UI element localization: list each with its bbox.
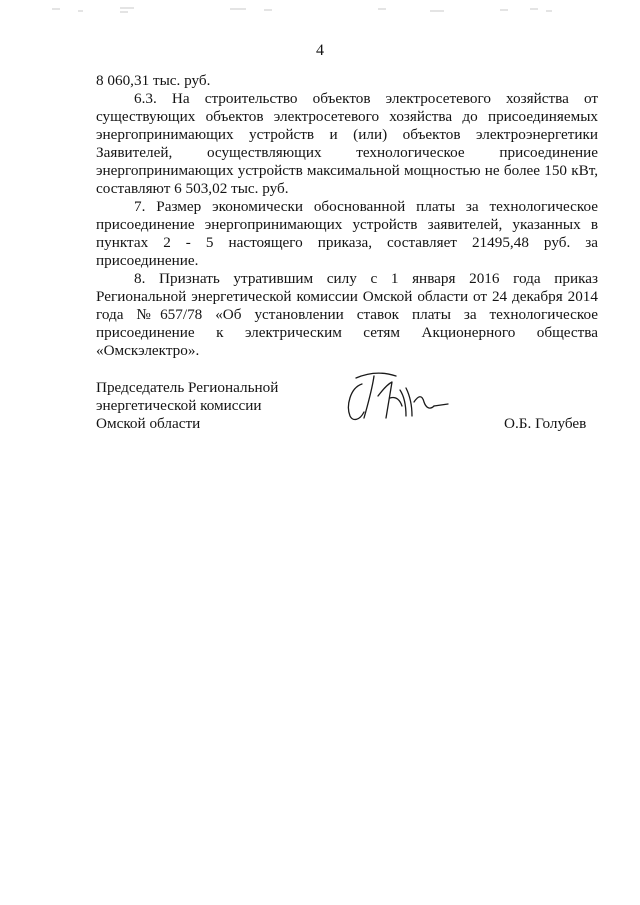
text-line: существующих объектов электросетевого хозяйства до присоединяемых: [96, 108, 598, 125]
text-line: 8 060,31 тыс. руб.: [96, 72, 211, 89]
page-number: 4: [316, 42, 324, 59]
text-line: «Омскэлектро».: [96, 342, 200, 359]
text-line: присоединение.: [96, 252, 199, 269]
text-line: энергопринимающих устройств и (или) объектов электроэнергетики: [96, 126, 598, 143]
scan-artifacts: [0, 6, 640, 14]
signatory-position-line: Омской области: [96, 415, 201, 432]
text-line: присоединение энергопринимающих устройств заявителей, указанных в: [96, 216, 598, 233]
text-line: энергопринимающих устройств максимальной мощностью не более 150 кВт,: [96, 162, 598, 179]
signatory-position-line: Председатель Региональной: [96, 379, 279, 396]
text-line: Региональной энергетической комиссии Омской области от 24 декабря 2014: [96, 288, 598, 305]
text-line: 6.3. На строительство объектов электросетевого хозяйства от: [134, 90, 598, 107]
text-line: года №657/78 «Об установлении ставок платы за технологическое: [96, 306, 598, 323]
text-line: 7. Размер экономически обоснованной платы за технологическое: [134, 198, 598, 215]
text-line: 8. Признать утратившим силу с 1 января 2016 года приказ: [134, 270, 598, 287]
text-line: составляют 6 503,02 тыс. руб.: [96, 180, 289, 197]
text-line: пунктах 2 - 5 настоящего приказа, составляет 21495,48 руб. за: [96, 234, 598, 251]
text-line: присоединение к электрическим сетям Акционерного общества: [96, 324, 598, 341]
signer-name: О.Б. Голубев: [504, 415, 587, 432]
signatory-position-line: энергетической комиссии: [96, 397, 262, 414]
handwritten-signature: [340, 366, 452, 426]
text-line: Заявителей, осуществляющих технологическое присоединение: [96, 144, 598, 161]
